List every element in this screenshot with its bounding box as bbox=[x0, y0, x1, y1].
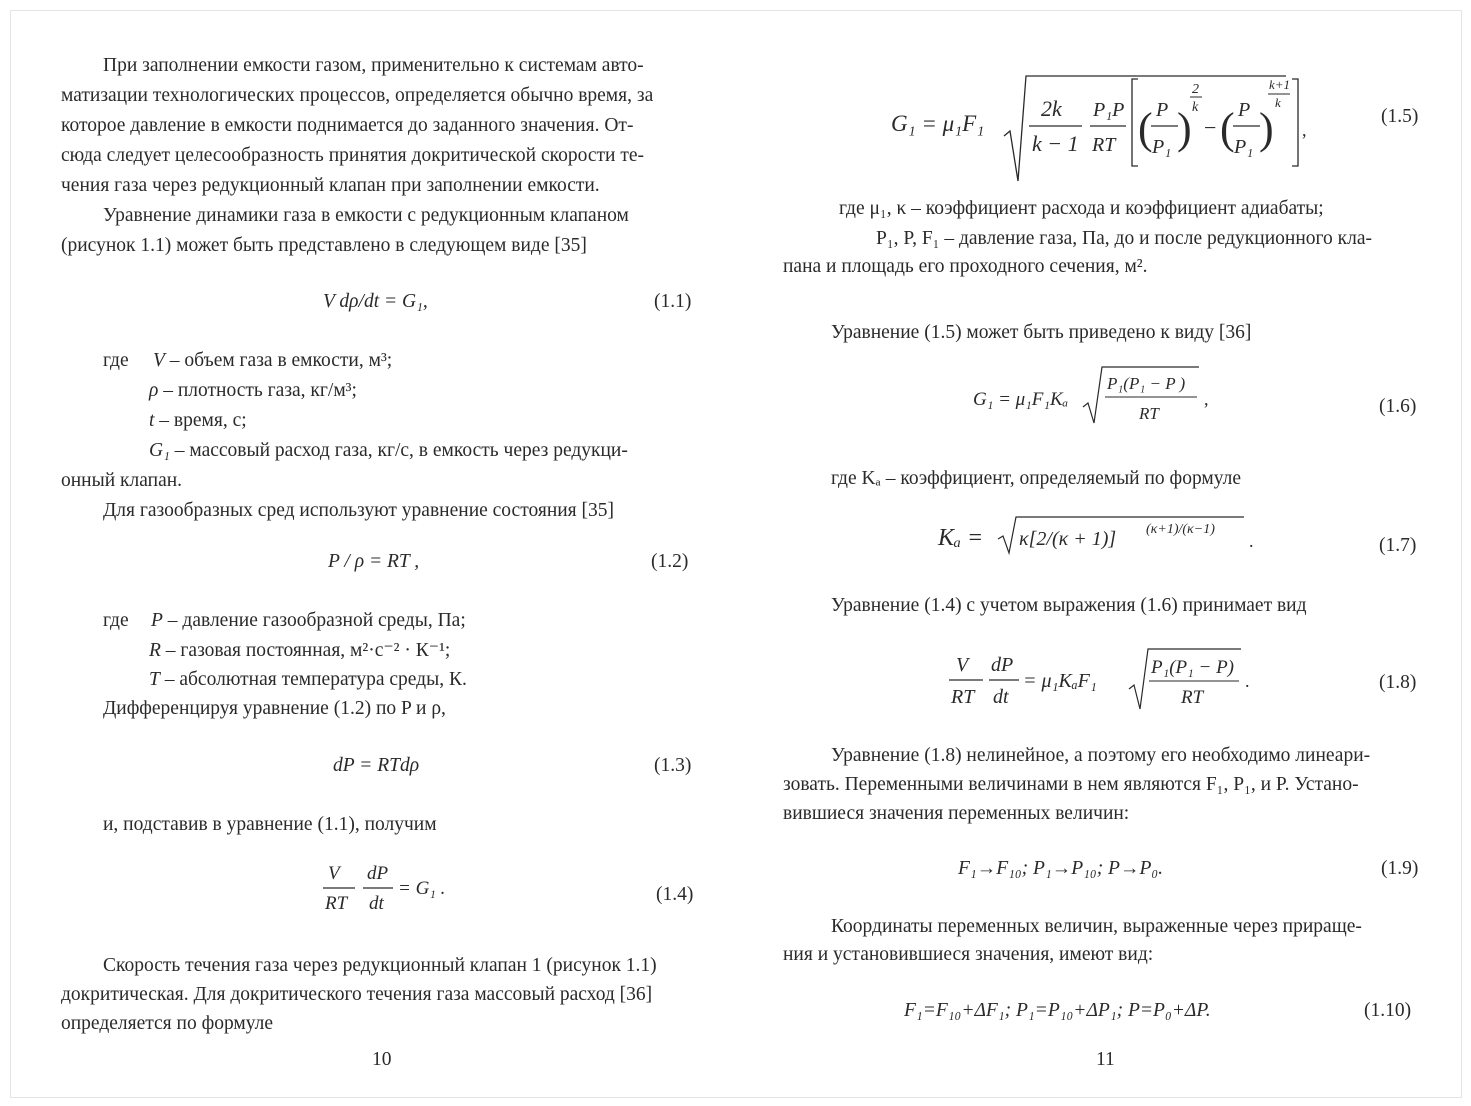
equation-1-1: V dρ/dt = G₁, bbox=[323, 291, 428, 312]
where-item: G₁ – массовый расход газа, кг/с, в емкость через редукци- bbox=[149, 440, 628, 461]
text-line: Уравнение (1.8) нелинейное, а поэтому его необходимо линеари- bbox=[831, 745, 1371, 766]
where-item: P – давление газообразной среды, Па; bbox=[151, 610, 466, 631]
text-line: Уравнение (1.5) может быть приведено к виду [36] bbox=[831, 322, 1252, 343]
text-line: вившиеся значения переменных величин: bbox=[783, 803, 1130, 824]
fraction-denominator: k − 1 bbox=[1032, 131, 1079, 156]
equation-number: (1.1) bbox=[654, 291, 692, 312]
exponent: k+1 bbox=[1269, 77, 1291, 92]
fraction-numerator: P bbox=[1156, 99, 1169, 121]
bracket-right bbox=[1292, 79, 1298, 166]
equation-trail: . bbox=[1249, 531, 1254, 551]
equation-1-5 bbox=[886, 61, 1306, 191]
equation-1-3: dP = RTdρ bbox=[333, 755, 420, 776]
fraction-denominator: dt bbox=[369, 893, 384, 914]
text-line: где Kₐ – коэффициент, определяемый по формуле bbox=[831, 468, 1242, 489]
fraction-denominator: P₁ bbox=[1152, 136, 1172, 158]
text-line: определяется по формуле bbox=[61, 1013, 274, 1034]
text-line: и, подставив в уравнение (1.1), получим bbox=[103, 814, 437, 835]
paren: ) bbox=[1177, 104, 1192, 153]
page-number: 10 bbox=[372, 1049, 392, 1070]
fraction-denominator: RT bbox=[1139, 404, 1159, 423]
equation-trail: . bbox=[1245, 671, 1250, 691]
equation-number: (1.6) bbox=[1379, 396, 1417, 417]
fraction-numerator: P₁(P₁ − P ) bbox=[1107, 374, 1186, 393]
equation-number: (1.4) bbox=[656, 884, 694, 905]
fraction-numerator: V bbox=[328, 863, 340, 884]
equation-number: (1.8) bbox=[1379, 672, 1417, 693]
text-line: докритическая. Для докритического течения газа массовый расход [36] bbox=[61, 984, 653, 1005]
where-line: P₁, P, F₁ – давление газа, Па, до и после редукционного кла- bbox=[876, 228, 1373, 249]
exponent: (κ+1)/(κ−1) bbox=[1146, 522, 1215, 537]
fraction-denominator: P₁ bbox=[1234, 136, 1254, 158]
equation-1-6 bbox=[971, 361, 1221, 431]
fraction-numerator: V bbox=[956, 654, 969, 676]
right-page bbox=[736, 11, 1461, 1097]
text-line: Скорость течения газа через редукционный клапан 1 (рисунок 1.1) bbox=[103, 955, 657, 976]
text-line: Для газообразных сред используют уравнение состояния [35] bbox=[103, 500, 615, 521]
equation-1-4 bbox=[311, 857, 451, 917]
fraction-numerator: 2k bbox=[1041, 96, 1062, 121]
text-line: При заполнении емкости газом, применительно к системам авто- bbox=[103, 55, 644, 76]
where-item: t – время, с; bbox=[149, 410, 247, 431]
text-line: Дифференцируя уравнение (1.2) по P и ρ, bbox=[103, 698, 446, 719]
text-line: Уравнение динамики газа в емкости с редукционным клапаном bbox=[103, 205, 629, 226]
minus-sign: − bbox=[1204, 115, 1217, 140]
equation-number: (1.9) bbox=[1381, 858, 1419, 879]
fraction-numerator: dP bbox=[367, 863, 389, 884]
paren: ( bbox=[1138, 104, 1153, 153]
equation-lhs: Kₐ = bbox=[938, 525, 984, 551]
exponent: 2 bbox=[1192, 82, 1199, 97]
equation-lhs: G₁ = μ₁F₁Kₐ bbox=[973, 389, 1069, 410]
text-line: (рисунок 1.1) может быть представлено в следующем виде [35] bbox=[61, 235, 587, 256]
text-line: Координаты переменных величин, выраженные через прираще- bbox=[831, 916, 1362, 937]
equation-number: (1.3) bbox=[654, 755, 692, 776]
text-line: которое давление в емкости поднимается до заданного значения. От- bbox=[61, 115, 634, 136]
book-spread bbox=[10, 10, 1462, 1098]
equation-1-8 bbox=[941, 641, 1261, 716]
equation-trail: , bbox=[1204, 389, 1209, 409]
equation-number: (1.7) bbox=[1379, 535, 1417, 556]
equation-1-7 bbox=[936, 511, 1276, 561]
paren: ) bbox=[1259, 104, 1274, 153]
equation-number: (1.10) bbox=[1364, 1000, 1412, 1021]
where-item: R – газовая постоянная, м²·с⁻² · К⁻¹; bbox=[149, 640, 451, 661]
paren: ( bbox=[1220, 104, 1235, 153]
where-item: T – абсолютная температура среды, К. bbox=[149, 669, 467, 690]
fraction-numerator: P₁(P₁ − P) bbox=[1151, 657, 1235, 678]
text-line: сюда следует целесообразность принятия докритической скорости те- bbox=[61, 145, 644, 166]
where-label: где bbox=[103, 610, 129, 631]
where-line: где μ₁, κ – коэффициент расхода и коэффициент адиабаты; bbox=[839, 198, 1324, 219]
equation-1-9: F₁→F₁₀; P₁→P₁₀; P→P₀. bbox=[958, 858, 1164, 879]
left-page bbox=[11, 11, 736, 1097]
exponent: k bbox=[1192, 100, 1199, 115]
equation-number: (1.5) bbox=[1381, 106, 1419, 127]
fraction-denominator: RT bbox=[951, 686, 975, 708]
page-number: 11 bbox=[1096, 1049, 1115, 1070]
text-line: матизации технологических процессов, определяется обычно время, за bbox=[61, 85, 654, 106]
where-line: пана и площадь его проходного сечения, м². bbox=[783, 256, 1148, 277]
equation-1-2: P / ρ = RT , bbox=[328, 551, 420, 572]
text-line: чения газа через редукционный клапан при заполнении емкости. bbox=[61, 175, 600, 196]
text-line: онный клапан. bbox=[61, 470, 183, 491]
radical-body: κ[2/(κ + 1)] bbox=[1019, 528, 1117, 550]
equation-mid: = μ₁KₐF₁ bbox=[1023, 670, 1097, 692]
text-line: Уравнение (1.4) с учетом выражения (1.6) принимает вид bbox=[831, 595, 1307, 616]
equation-1-10: F₁=F₁₀+ΔF₁; P₁=P₁₀+ΔP₁; P=P₀+ΔP. bbox=[904, 1000, 1211, 1021]
fraction-denominator: RT bbox=[1181, 687, 1204, 708]
equation-lhs: G₁ = μ₁F₁ bbox=[891, 111, 985, 136]
text-line: зовать. Переменными величинами в нем являются F₁, P₁, и P. Устано- bbox=[783, 774, 1359, 795]
fraction-numerator: P bbox=[1238, 99, 1251, 121]
where-item: V – объем газа в емкости, м³; bbox=[153, 350, 393, 371]
exponent: k bbox=[1275, 95, 1281, 110]
fraction-numerator: P₁P bbox=[1093, 99, 1125, 121]
fraction-denominator: RT bbox=[1092, 134, 1116, 156]
equation-trail: , bbox=[1302, 120, 1307, 140]
equation-rhs: = G₁ . bbox=[398, 878, 446, 899]
where-label: где bbox=[103, 350, 129, 371]
where-item: ρ – плотность газа, кг/м³; bbox=[149, 380, 357, 401]
fraction-numerator: dP bbox=[991, 654, 1014, 676]
equation-number: (1.2) bbox=[651, 551, 689, 572]
fraction-denominator: RT bbox=[325, 893, 348, 914]
text-line: ния и установившиеся значения, имеют вид: bbox=[783, 944, 1154, 965]
fraction-denominator: dt bbox=[993, 686, 1009, 708]
